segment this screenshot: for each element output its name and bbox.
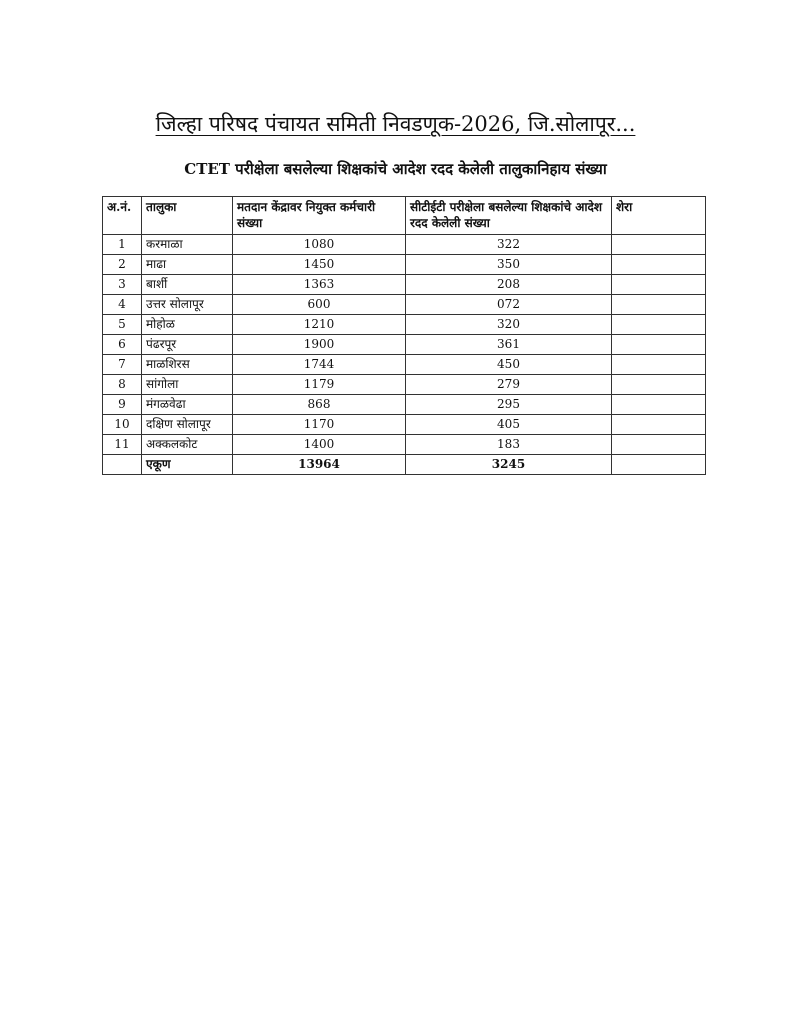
- header-cancelled-count: सीटीईटी परीक्षेला बसलेल्या शिक्षकांचे आदेश रदद केलेली संख्या: [406, 197, 612, 235]
- cell-remarks: [612, 395, 706, 415]
- cell-taluka: दक्षिण सोलापूर: [142, 415, 233, 435]
- cell-staff-count: 1363: [233, 275, 406, 295]
- header-taluka: तालुका: [142, 197, 233, 235]
- cell-taluka: उत्तर सोलापूर: [142, 295, 233, 315]
- cell-remarks: [612, 315, 706, 335]
- cell-staff-count: 1450: [233, 255, 406, 275]
- table-row: [103, 395, 706, 415]
- cell-cancelled-count: 072: [406, 295, 612, 315]
- cell-sr-no: 8: [103, 375, 142, 395]
- total-label: एकूण: [142, 455, 233, 475]
- page-subtitle: CTET परीक्षेला बसलेल्या शिक्षकांचे आदेश रदद केलेली तालुकानिहाय संख्या: [184, 160, 607, 178]
- cell-cancelled-count: 450: [406, 355, 612, 375]
- cell-taluka: माढा: [142, 255, 233, 275]
- total-staff-count: 13964: [233, 455, 406, 475]
- cell-remarks: [612, 355, 706, 375]
- cell-staff-count: 1179: [233, 375, 406, 395]
- table-row: [103, 275, 706, 295]
- table-header-row: [103, 197, 706, 235]
- cell-taluka: पंढरपूर: [142, 335, 233, 355]
- page-title: [0, 108, 791, 140]
- table-row: [103, 335, 706, 355]
- header-staff-count: मतदान केंद्रावर नियुक्त कर्मचारी संख्या: [233, 197, 406, 235]
- cell-remarks: [612, 295, 706, 315]
- cell-sr-no: 2: [103, 255, 142, 275]
- table-row: [103, 255, 706, 275]
- cell-sr-no: 9: [103, 395, 142, 415]
- cell-staff-count: 1210: [233, 315, 406, 335]
- cell-staff-count: 1900: [233, 335, 406, 355]
- cell-remarks: [612, 255, 706, 275]
- cell-remarks: [612, 275, 706, 295]
- cell-sr-no: 3: [103, 275, 142, 295]
- cell-remarks: [612, 375, 706, 395]
- cell-cancelled-count: 320: [406, 315, 612, 335]
- cell-cancelled-count: 183: [406, 435, 612, 455]
- cell-sr-no: 6: [103, 335, 142, 355]
- taluka-report-table: [102, 196, 706, 475]
- total-sr-cell: [103, 455, 142, 475]
- cell-staff-count: 1080: [233, 235, 406, 255]
- cell-cancelled-count: 295: [406, 395, 612, 415]
- cell-cancelled-count: 350: [406, 255, 612, 275]
- cell-cancelled-count: 208: [406, 275, 612, 295]
- table-row: [103, 315, 706, 335]
- cell-cancelled-count: 361: [406, 335, 612, 355]
- cell-staff-count: 600: [233, 295, 406, 315]
- total-row: [103, 455, 706, 475]
- cell-staff-count: 1744: [233, 355, 406, 375]
- cell-sr-no: 11: [103, 435, 142, 455]
- total-cancelled-count: 3245: [406, 455, 612, 475]
- table-row: [103, 415, 706, 435]
- cell-taluka: करमाळा: [142, 235, 233, 255]
- cell-taluka: माळशिरस: [142, 355, 233, 375]
- header-sr-no: अ.नं.: [103, 197, 142, 235]
- cell-taluka: सांगोला: [142, 375, 233, 395]
- header-remarks: शेरा: [612, 197, 706, 235]
- cell-taluka: अक्कलकोट: [142, 435, 233, 455]
- cell-remarks: [612, 415, 706, 435]
- cell-remarks: [612, 435, 706, 455]
- cell-sr-no: 7: [103, 355, 142, 375]
- cell-sr-no: 1: [103, 235, 142, 255]
- cell-cancelled-count: 279: [406, 375, 612, 395]
- table-row: [103, 435, 706, 455]
- cell-sr-no: 5: [103, 315, 142, 335]
- cell-cancelled-count: 322: [406, 235, 612, 255]
- table-body: [103, 235, 706, 455]
- cell-sr-no: 10: [103, 415, 142, 435]
- cell-taluka: मोहोळ: [142, 315, 233, 335]
- cell-remarks: [612, 335, 706, 355]
- table-row: [103, 235, 706, 255]
- cell-staff-count: 868: [233, 395, 406, 415]
- cell-taluka: बार्शी: [142, 275, 233, 295]
- cell-staff-count: 1170: [233, 415, 406, 435]
- table-row: [103, 295, 706, 315]
- cell-sr-no: 4: [103, 295, 142, 315]
- table-row: [103, 375, 706, 395]
- page-title-text: जिल्हा परिषद पंचायत समिती निवडणूक-2026, जि.सोलापूर...: [155, 112, 636, 136]
- table-row: [103, 355, 706, 375]
- cell-cancelled-count: 405: [406, 415, 612, 435]
- total-remarks-cell: [612, 455, 706, 475]
- cell-remarks: [612, 235, 706, 255]
- cell-taluka: मंगळवेढा: [142, 395, 233, 415]
- cell-staff-count: 1400: [233, 435, 406, 455]
